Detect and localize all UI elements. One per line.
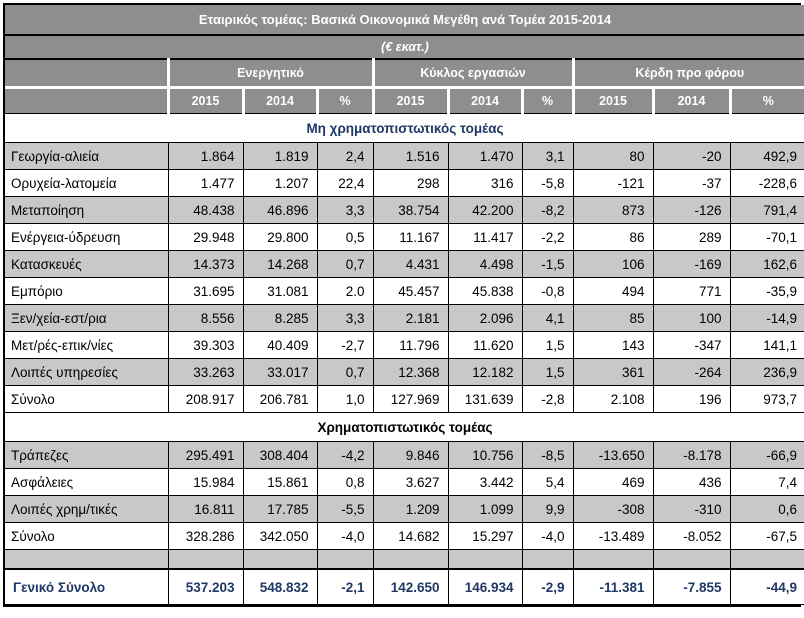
- table-row: [5, 197, 804, 224]
- cell: -44,9: [730, 569, 804, 605]
- cell: -13.489: [573, 523, 653, 550]
- cell: -8,5: [522, 442, 573, 469]
- corner-cell: [5, 88, 168, 114]
- cell: -70,1: [730, 224, 804, 251]
- cell: 14.373: [168, 251, 243, 278]
- table-row: [5, 442, 804, 469]
- units-label: (€ εκατ.): [5, 35, 804, 59]
- cell: 86: [573, 224, 653, 251]
- cell: 295.491: [168, 442, 243, 469]
- cell: 39.303: [168, 332, 243, 359]
- cell: -2,2: [522, 224, 573, 251]
- cell: 31.081: [243, 278, 317, 305]
- title-row: [5, 5, 804, 35]
- cell: 2.108: [573, 386, 653, 413]
- cell: -13.650: [573, 442, 653, 469]
- col-header: %: [317, 88, 373, 114]
- cell: 29.800: [243, 224, 317, 251]
- cell: -347: [653, 332, 730, 359]
- cell: -4,2: [317, 442, 373, 469]
- cell: -67,5: [730, 523, 804, 550]
- cell: 141,1: [730, 332, 804, 359]
- cell: 236,9: [730, 359, 804, 386]
- cell: 14.268: [243, 251, 317, 278]
- cell: 298: [373, 170, 448, 197]
- cell: 3,1: [522, 143, 573, 170]
- cell: 10.756: [448, 442, 522, 469]
- cell: -310: [653, 496, 730, 523]
- cell: 1.516: [373, 143, 448, 170]
- cell: 0,7: [317, 251, 373, 278]
- cell: -264: [653, 359, 730, 386]
- cell: 4,1: [522, 305, 573, 332]
- cell: 45.838: [448, 278, 522, 305]
- cell: 85: [573, 305, 653, 332]
- cell: 328.286: [168, 523, 243, 550]
- cell: 48.438: [168, 197, 243, 224]
- cell: 1.207: [243, 170, 317, 197]
- section-header-nonfinancial: [5, 114, 804, 143]
- col-header: 2015: [373, 88, 448, 114]
- cell: 127.969: [373, 386, 448, 413]
- cell: 11.796: [373, 332, 448, 359]
- cell: 5,4: [522, 469, 573, 496]
- cell: -126: [653, 197, 730, 224]
- table-row: [5, 359, 804, 386]
- cell: -35,9: [730, 278, 804, 305]
- row-label: Σύνολο: [5, 386, 168, 413]
- cell: 361: [573, 359, 653, 386]
- cell: -66,9: [730, 442, 804, 469]
- group-header-assets: Ενεργητικό: [168, 59, 373, 88]
- row-label: Λοιπές υπηρεσίες: [5, 359, 168, 386]
- cell: 308.404: [243, 442, 317, 469]
- cell: 106: [573, 251, 653, 278]
- cell: 146.934: [448, 569, 522, 605]
- cell: 342.050: [243, 523, 317, 550]
- sector-table-container: [3, 3, 801, 607]
- cell: -8,2: [522, 197, 573, 224]
- cell: 3.627: [373, 469, 448, 496]
- cell: 46.896: [243, 197, 317, 224]
- table-row: [5, 170, 804, 197]
- cell: 80: [573, 143, 653, 170]
- page-title: Εταιρικός τομέας: Βασικά Οικονομικά Μεγέθη ανά Τομέα 2015-2014: [5, 5, 804, 35]
- section-title: Μη χρηματοπιστωτικός τομέας: [5, 114, 804, 143]
- subtotal-row: [5, 386, 804, 413]
- row-label: Ξεν/χεία-εστ/ρια: [5, 305, 168, 332]
- table-row: [5, 143, 804, 170]
- row-label: Γεωργία-αλιεία: [5, 143, 168, 170]
- row-label: Μετ/ρές-επικ/νίες: [5, 332, 168, 359]
- row-label: Ασφάλειες: [5, 469, 168, 496]
- row-label: Ενέργεια-ύδρευση: [5, 224, 168, 251]
- cell: 29.948: [168, 224, 243, 251]
- grand-total-row: [5, 569, 804, 605]
- cell: 8.285: [243, 305, 317, 332]
- cell: 4.431: [373, 251, 448, 278]
- col-header: 2014: [448, 88, 522, 114]
- cell: 436: [653, 469, 730, 496]
- cell: -2,9: [522, 569, 573, 605]
- cell: 973,7: [730, 386, 804, 413]
- cell: 15.297: [448, 523, 522, 550]
- group-header-pretax-profit: Κέρδη προ φόρου: [573, 59, 804, 88]
- row-label: Γενικό Σύνολο: [5, 569, 168, 605]
- cell: 12.368: [373, 359, 448, 386]
- col-header: 2015: [168, 88, 243, 114]
- cell: -5,5: [317, 496, 373, 523]
- cell: -0,8: [522, 278, 573, 305]
- cell: 3.442: [448, 469, 522, 496]
- cell: -121: [573, 170, 653, 197]
- subtotal-row: [5, 523, 804, 550]
- row-label: Ορυχεία-λατομεία: [5, 170, 168, 197]
- cell: 31.695: [168, 278, 243, 305]
- cell: 11.620: [448, 332, 522, 359]
- row-label: Τράπεζες: [5, 442, 168, 469]
- cell: 494: [573, 278, 653, 305]
- cell: 38.754: [373, 197, 448, 224]
- cell: 162,6: [730, 251, 804, 278]
- year-header-row: [5, 88, 804, 114]
- cell: 3,3: [317, 197, 373, 224]
- cell: 45.457: [373, 278, 448, 305]
- cell: 40.409: [243, 332, 317, 359]
- spacer-row: [5, 550, 804, 570]
- cell: 0,5: [317, 224, 373, 251]
- column-group-row: [5, 59, 804, 88]
- cell: 131.639: [448, 386, 522, 413]
- table-row: [5, 251, 804, 278]
- col-header: 2014: [243, 88, 317, 114]
- cell: 492,9: [730, 143, 804, 170]
- cell: 873: [573, 197, 653, 224]
- cell: 289: [653, 224, 730, 251]
- cell: 7,4: [730, 469, 804, 496]
- cell: -5,8: [522, 170, 573, 197]
- cell: -4,0: [317, 523, 373, 550]
- cell: -2,8: [522, 386, 573, 413]
- col-header: 2015: [573, 88, 653, 114]
- cell: -2,1: [317, 569, 373, 605]
- row-label: Κατασκευές: [5, 251, 168, 278]
- subtitle-row: [5, 35, 804, 59]
- cell: 0,6: [730, 496, 804, 523]
- table-row: [5, 496, 804, 523]
- cell: 469: [573, 469, 653, 496]
- col-header: %: [522, 88, 573, 114]
- table-row: [5, 278, 804, 305]
- cell: 791,4: [730, 197, 804, 224]
- col-header: 2014: [653, 88, 730, 114]
- cell: 15.861: [243, 469, 317, 496]
- cell: -14,9: [730, 305, 804, 332]
- cell: -20: [653, 143, 730, 170]
- cell: 1.470: [448, 143, 522, 170]
- cell: 208.917: [168, 386, 243, 413]
- cell: 1,5: [522, 332, 573, 359]
- cell: -308: [573, 496, 653, 523]
- cell: -8.052: [653, 523, 730, 550]
- cell: 2.0: [317, 278, 373, 305]
- cell: 143: [573, 332, 653, 359]
- cell: 11.417: [448, 224, 522, 251]
- cell: 537.203: [168, 569, 243, 605]
- section-header-financial: [5, 413, 804, 442]
- cell: 100: [653, 305, 730, 332]
- cell: 8.556: [168, 305, 243, 332]
- row-label: Μεταποίηση: [5, 197, 168, 224]
- cell: 0,8: [317, 469, 373, 496]
- cell: 9.846: [373, 442, 448, 469]
- cell: 42.200: [448, 197, 522, 224]
- cell: -11.381: [573, 569, 653, 605]
- cell: 33.017: [243, 359, 317, 386]
- cell: 14.682: [373, 523, 448, 550]
- cell: -8.178: [653, 442, 730, 469]
- cell: 22,4: [317, 170, 373, 197]
- cell: 196: [653, 386, 730, 413]
- row-label: Σύνολο: [5, 523, 168, 550]
- cell: 1,5: [522, 359, 573, 386]
- cell: 17.785: [243, 496, 317, 523]
- group-header-turnover: Κύκλος εργασιών: [373, 59, 573, 88]
- table-row: [5, 469, 804, 496]
- row-label: Λοιπές χρημ/τικές: [5, 496, 168, 523]
- cell: 548.832: [243, 569, 317, 605]
- cell: 771: [653, 278, 730, 305]
- section-title: Χρηματοπιστωτικός τομέας: [5, 413, 804, 442]
- cell: 2,4: [317, 143, 373, 170]
- cell: -4,0: [522, 523, 573, 550]
- cell: -2,7: [317, 332, 373, 359]
- cell: 0,7: [317, 359, 373, 386]
- cell: 12.182: [448, 359, 522, 386]
- sector-table: [5, 5, 804, 605]
- cell: 4.498: [448, 251, 522, 278]
- cell: 1.864: [168, 143, 243, 170]
- cell: 2.181: [373, 305, 448, 332]
- cell: 11.167: [373, 224, 448, 251]
- cell: 9,9: [522, 496, 573, 523]
- cell: 316: [448, 170, 522, 197]
- cell: 2.096: [448, 305, 522, 332]
- cell: -169: [653, 251, 730, 278]
- cell: 1.819: [243, 143, 317, 170]
- cell: 16.811: [168, 496, 243, 523]
- cell: 1.209: [373, 496, 448, 523]
- cell: -1,5: [522, 251, 573, 278]
- cell: -37: [653, 170, 730, 197]
- cell: -228,6: [730, 170, 804, 197]
- cell: 3,3: [317, 305, 373, 332]
- cell: -7.855: [653, 569, 730, 605]
- cell: 1.099: [448, 496, 522, 523]
- cell: 33.263: [168, 359, 243, 386]
- cell: 142.650: [373, 569, 448, 605]
- cell: 1,0: [317, 386, 373, 413]
- row-label: Εμπόριο: [5, 278, 168, 305]
- cell: 206.781: [243, 386, 317, 413]
- col-header: %: [730, 88, 804, 114]
- cell: 15.984: [168, 469, 243, 496]
- cell: 1.477: [168, 170, 243, 197]
- corner-cell: [5, 59, 168, 88]
- table-row: [5, 224, 804, 251]
- table-row: [5, 332, 804, 359]
- table-row: [5, 305, 804, 332]
